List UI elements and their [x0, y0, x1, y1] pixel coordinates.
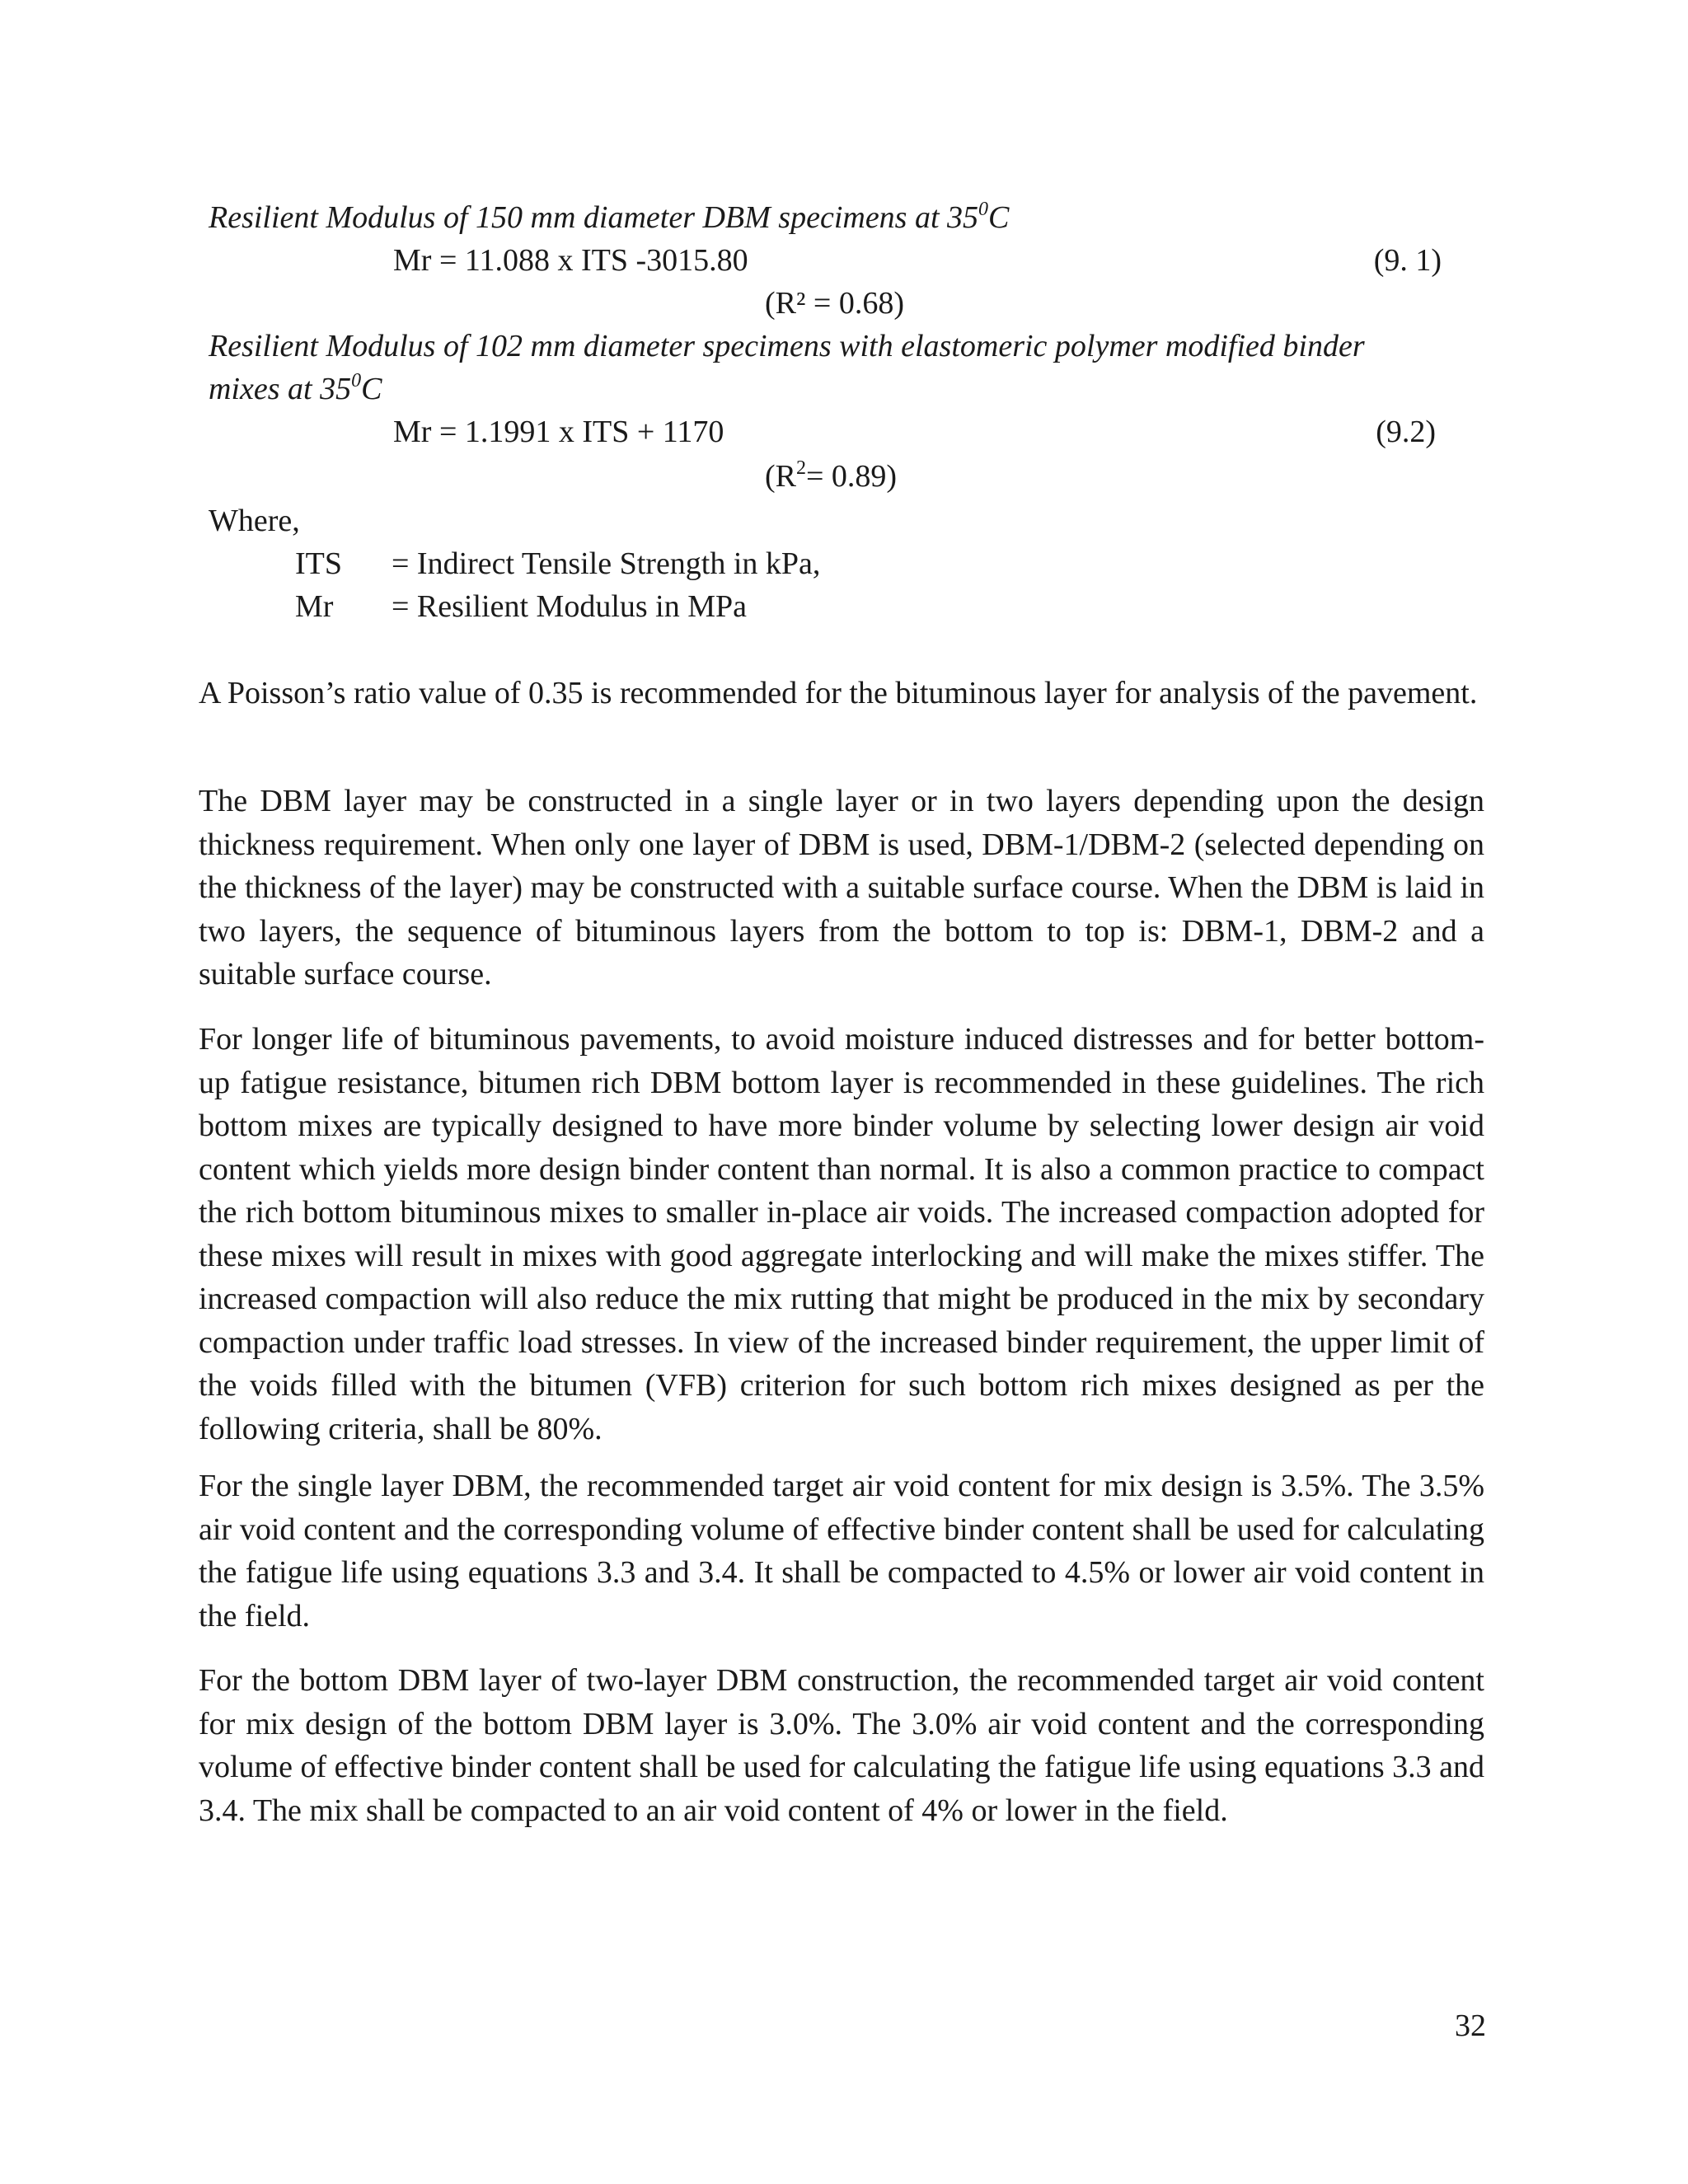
paragraph-single-layer: For the single layer DBM, the recommended target air void content for mix design is 3.5%. The 3.5% air void content and the corresponding volume of effective binder content shall be used for calculating the fatigue life using equations 3.3 and 3.4. It shall be compacted to 4.5% or lower air void content in the field. — [199, 1469, 1484, 1633]
definition-desc-mr: = Resilient Modulus in MPa — [392, 589, 748, 624]
equation-2-r-squared — [765, 455, 897, 498]
equation-heading-2-text: mixes at 35 — [209, 372, 352, 406]
equation-heading-1 — [209, 196, 1009, 239]
equation-2-formula: Mr = 1.1991 x ITS + 1170 — [393, 415, 724, 449]
equation-heading-2-unit: C — [361, 372, 382, 406]
paragraph-rich-bottom: For longer life of bituminous pavements, to avoid moisture induced distresses and for better bottom-up fatigue resistance, bitumen rich DBM bottom layer is recommended in these guidelines. The rich bottom mixes are typically designed to have more binder volume by selecting lower design air void content which yields more design binder content than normal. It is also a common practice to compact the rich bottom bituminous mixes to smaller in-place air voids. The increased compaction adopted for these mixes will result in mixes with good aggregate interlocking and will make the mixes stiffer. The increased compaction will also reduce the mix rutting that might be produced in the mix by secondary compaction under traffic load stresses. In view of the increased binder requirement, the upper limit of the voids filled with the bitumen (VFB) criterion for such bottom rich mixes designed as per the following criteria, shall be 80%. — [199, 1022, 1484, 1446]
page-number: 32 — [1455, 2008, 1486, 2043]
superscript: 2 — [796, 457, 806, 479]
paragraph-poisson-ratio: A Poisson’s ratio value of 0.35 is recommended for the bituminous layer for analysis of the pavement. — [199, 676, 1478, 710]
equation-2-number: (9.2) — [1376, 415, 1436, 449]
equation-heading-1-text: Resilient Modulus of 150 mm diameter DBM specimens at 35 — [209, 200, 979, 235]
equation-1-number: (9. 1) — [1373, 243, 1442, 278]
paragraph-dbm-layers: The DBM layer may be constructed in a single layer or in two layers depending upon the design thickness requirement. When only one layer of DBM is used, DBM-1/DBM-2 (selected depending on the thickness of the layer) may be constructed with a suitable surface course. When the DBM is laid in two layers, the sequence of bituminous layers from the bottom to top is: DBM-1, DBM-2 and a suitable surface course. — [199, 784, 1484, 991]
equation-1-r-squared: (R² = 0.68) — [765, 286, 904, 321]
equation-heading-1-unit: C — [988, 200, 1010, 235]
equation-1-formula: Mr = 11.088 x ITS -3015.80 — [393, 243, 748, 278]
equation-heading-2-line-1: Resilient Modulus of 102 mm diameter specimens with elastomeric polymer modified binder — [209, 329, 1365, 363]
where-label: Where, — [209, 504, 300, 538]
paragraph-two-layer: For the bottom DBM layer of two-layer DBM construction, the recommended target air void content for mix design of the bottom DBM layer is 3.0%. The 3.0% air void content and the corresponding volume of effective binder content shall be used for calculating the fatigue life using equations 3.3 and 3.4. The mix shall be compacted to an air void content of 4% or lower in the field. — [199, 1663, 1484, 1828]
definition-term-mr: Mr — [295, 589, 334, 624]
superscript: 0 — [978, 199, 989, 220]
r-squared-prefix: (R — [765, 459, 796, 494]
definition-term-its: ITS — [295, 546, 342, 581]
equation-heading-2-line-2 — [209, 368, 382, 410]
superscript: 0 — [351, 370, 362, 391]
r-squared-value: = 0.89) — [806, 459, 898, 494]
definition-desc-its: = Indirect Tensile Strength in kPa, — [392, 546, 821, 581]
